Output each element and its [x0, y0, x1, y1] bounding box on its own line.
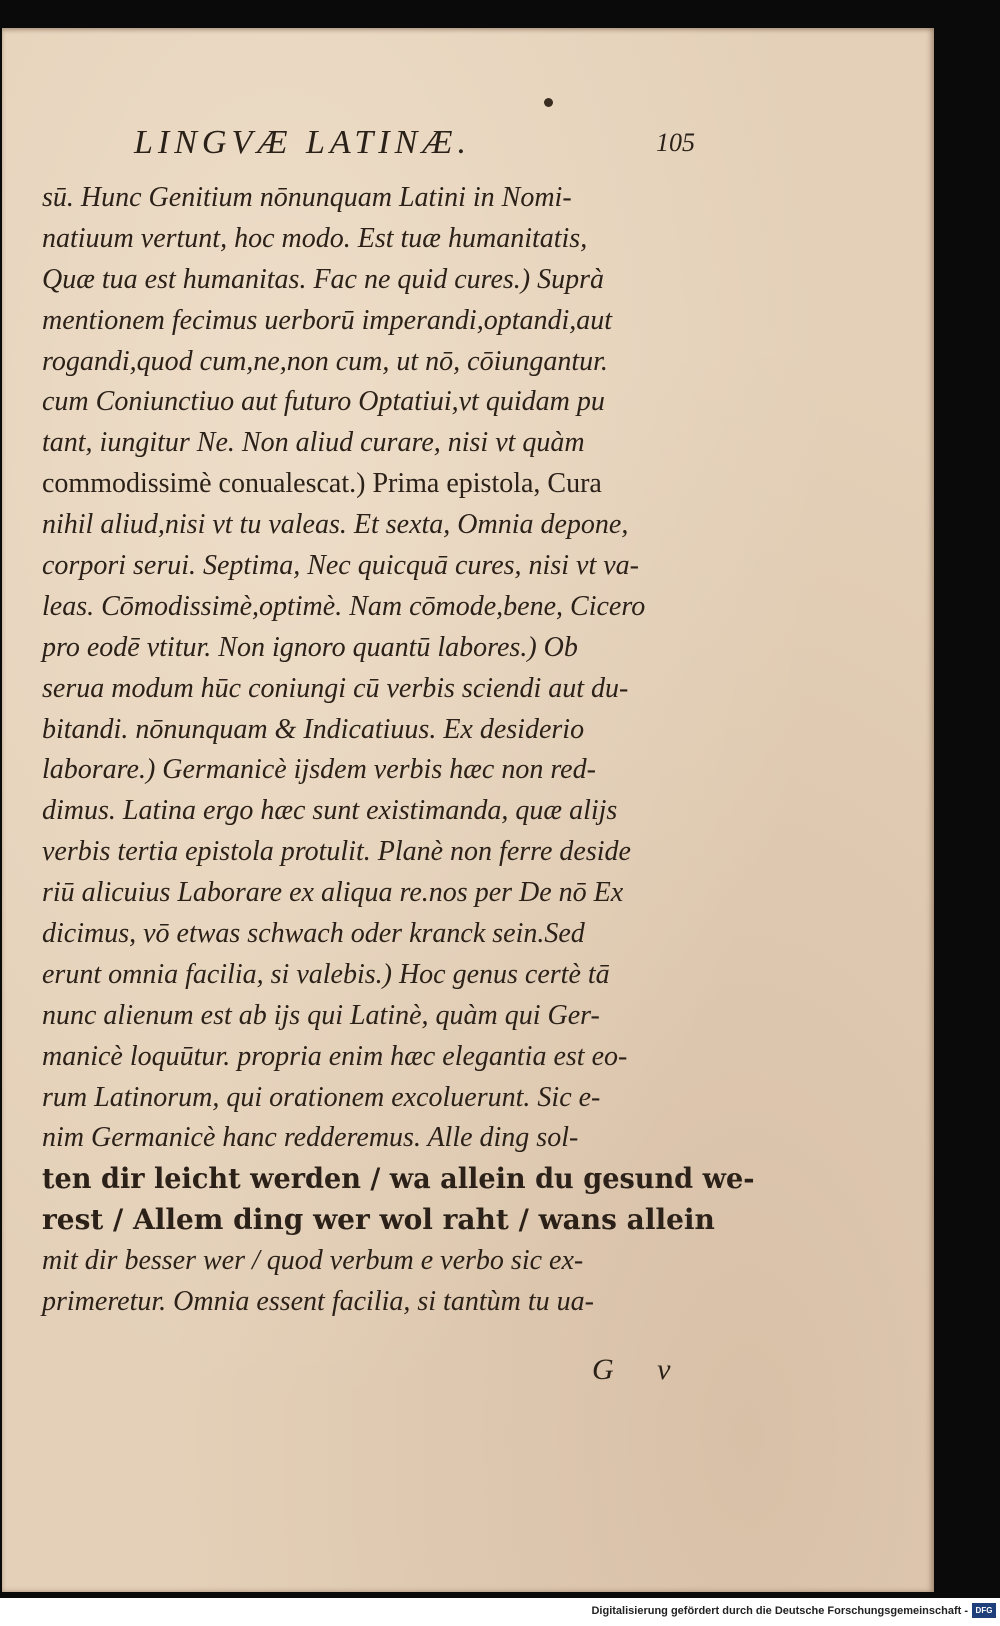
text-line: mit dir besser wer / quod verbum e verbo sic ex-: [42, 1245, 584, 1277]
text-line: laborare.) Germanicè ijsdem verbis hæc non red-: [42, 754, 596, 786]
text-line: verbis tertia epistola protulit. Planè non ferre deside: [42, 836, 631, 868]
text-line: riū alicuius Laborare ex aliqua re.nos per De nō Ex: [42, 877, 624, 909]
text-line: nim Germanicè hanc redderemus. Alle ding sol-: [42, 1122, 579, 1154]
text-line: primeretur. Omnia essent facilia, si tantùm tu ua-: [42, 1286, 594, 1318]
text-line: ten dir leicht werden / wa allein du gesund we-: [42, 1162, 755, 1196]
text-line: leas. Cōmodissimè,optimè. Nam cōmode,bene, Cicero: [42, 590, 646, 622]
text-line: Quæ tua est humanitas. Fac ne quid cures.) Suprà: [42, 263, 605, 295]
text-line: cum Coniunctiuo aut futuro Optatiui,vt quidam pu: [42, 386, 605, 418]
signature-mark: G v: [592, 1353, 689, 1386]
text-line: nihil aliud,nisi vt tu valeas. Et sexta, Omnia depone,: [42, 509, 629, 541]
ornament-dot: [544, 98, 553, 107]
text-line: mentionem fecimus uerborū imperandi,optandi,aut: [42, 304, 613, 336]
book-page: [2, 28, 934, 1592]
page-number: 105: [656, 128, 695, 157]
text-line: corpori serui. Septima, Nec quicquā cures, nisi vt va-: [42, 550, 639, 582]
text-line: manicè loquūtur. propria enim hæc elegantia est eo-: [42, 1040, 628, 1072]
text-line: nunc alienum est ab ijs qui Latinè, quàm qui Ger-: [42, 999, 600, 1031]
text-line: dicimus, vō etwas schwach oder kranck sein.Sed: [42, 918, 585, 950]
text-line: bitandi. nōnunquam & Indicatiuus. Ex desiderio: [42, 713, 585, 745]
text-line: erunt omnia facilia, si valebis.) Hoc genus certè tā: [42, 958, 610, 990]
text-line: commodissimè conualescat.) Prima epistola, Cura: [42, 468, 602, 500]
running-head: LINGVÆ LATINÆ.: [134, 124, 472, 161]
body-text: [42, 178, 754, 1323]
text-line: dimus. Latina ergo hæc sunt existimanda, quæ alijs: [42, 795, 618, 827]
text-line: pro eodē vtitur. Non ignoro quantū labores.) Ob: [42, 631, 578, 663]
dfg-logo: DFG: [972, 1603, 996, 1618]
text-line: sū. Hunc Genitium nōnunquam Latini in Nomi-: [42, 182, 572, 213]
footer-bar: [0, 1598, 1000, 1626]
text-line: rum Latinorum, qui orationem excoluerunt. Sic e-: [42, 1081, 601, 1113]
text-line: rest / Allem ding wer wol raht / wans allein: [42, 1203, 715, 1237]
text-line: natiuum vertunt, hoc modo. Est tuæ humanitatis,: [42, 222, 588, 254]
text-line: serua modum hūc coniungi cū verbis sciendi aut du-: [42, 672, 629, 704]
footer-credit: Digitalisierung gefördert durch die Deutsche Forschungsgemeinschaft -: [591, 1605, 968, 1617]
text-line: tant, iungitur Ne. Non aliud curare, nisi vt quàm: [42, 427, 585, 459]
text-line: rogandi,quod cum,ne,non cum, ut nō, cōiungantur.: [42, 345, 608, 377]
